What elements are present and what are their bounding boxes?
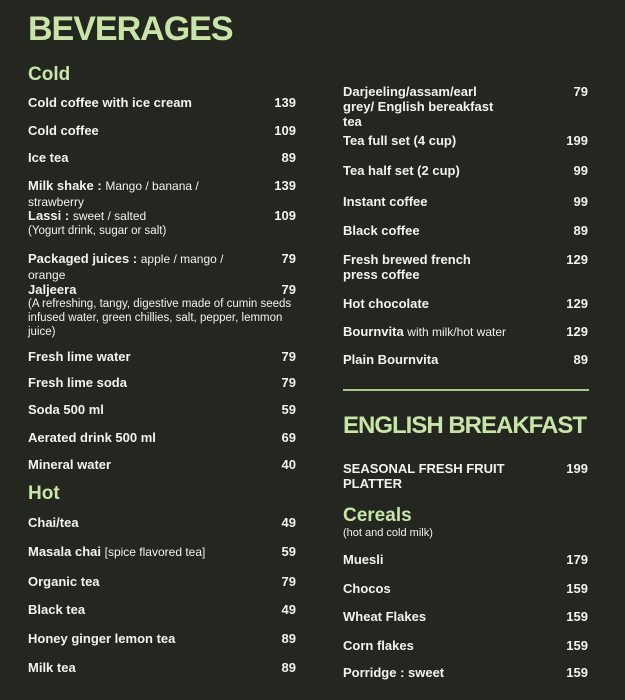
item-name: Corn flakes bbox=[343, 638, 414, 653]
menu-item bbox=[28, 95, 296, 110]
menu-item bbox=[28, 349, 296, 364]
item-name: Mineral water bbox=[28, 457, 112, 472]
item-options: sweet / salted bbox=[72, 209, 147, 223]
item-price: 159 bbox=[566, 581, 588, 596]
item-price: 179 bbox=[566, 552, 588, 567]
item-price: 129 bbox=[566, 324, 588, 339]
menu-item bbox=[343, 324, 588, 340]
menu-item bbox=[28, 430, 296, 445]
item-name: Soda 500 ml bbox=[28, 402, 104, 417]
section-divider bbox=[343, 389, 589, 391]
item-name: Chai/tea bbox=[28, 515, 79, 530]
menu-item bbox=[28, 375, 296, 390]
menu-item bbox=[28, 150, 296, 165]
menu-item bbox=[343, 352, 588, 367]
item-name: Black tea bbox=[28, 602, 86, 617]
item-name: Fresh brewed french press coffee bbox=[343, 252, 471, 282]
item-name: Plain Bournvita bbox=[343, 352, 439, 367]
item-name: Milk tea bbox=[28, 660, 76, 675]
item-description: (Yogurt drink, sugar or salt) bbox=[28, 225, 167, 237]
menu-item bbox=[343, 84, 588, 129]
item-name: Aerated drink 500 ml bbox=[28, 430, 156, 445]
item-price: 79 bbox=[573, 84, 588, 99]
item-price: 49 bbox=[281, 515, 296, 530]
item-name: Instant coffee bbox=[343, 194, 428, 209]
item-name: Tea half set (2 cup) bbox=[343, 163, 460, 178]
item-name: Bournvita bbox=[343, 324, 404, 339]
item-price: 99 bbox=[573, 194, 588, 209]
item-price: 139 bbox=[274, 178, 296, 193]
menu-item bbox=[28, 574, 296, 589]
menu-item bbox=[343, 163, 588, 178]
item-name: SEASONAL FRESH FRUIT PLATTER bbox=[343, 461, 505, 491]
item-name: Darjeeling/assam/earl grey/ English bereakfast tea bbox=[343, 84, 494, 129]
item-price: 159 bbox=[566, 665, 588, 680]
menu-item bbox=[28, 457, 296, 472]
item-options: Mango / banana / strawberry bbox=[28, 179, 199, 209]
item-name: Masala chai bbox=[28, 544, 101, 559]
menu-item bbox=[343, 552, 588, 567]
item-price: 79 bbox=[281, 574, 296, 589]
item-price: 79 bbox=[281, 251, 296, 266]
menu-item bbox=[343, 133, 588, 148]
item-name: Lassi : bbox=[28, 208, 70, 223]
item-price: 99 bbox=[573, 163, 588, 178]
menu-item bbox=[28, 602, 296, 617]
menu-item bbox=[343, 609, 588, 624]
item-name: Packaged juices : bbox=[28, 251, 138, 266]
menu-item bbox=[28, 251, 296, 283]
menu-item bbox=[343, 296, 588, 311]
beverages-title: BEVERAGES bbox=[28, 10, 233, 48]
item-price: 129 bbox=[566, 252, 588, 267]
item-options: with milk/hot water bbox=[407, 325, 506, 339]
menu-item bbox=[28, 178, 296, 210]
item-price: 89 bbox=[573, 352, 588, 367]
menu-item bbox=[343, 461, 588, 491]
menu-item bbox=[343, 223, 588, 238]
item-price: 89 bbox=[281, 660, 296, 675]
item-name: Chocos bbox=[343, 581, 391, 596]
item-name: Hot chocolate bbox=[343, 296, 429, 311]
menu-item bbox=[28, 660, 296, 675]
item-price: 199 bbox=[566, 133, 588, 148]
item-name: Tea full set (4 cup) bbox=[343, 133, 457, 148]
menu-item bbox=[28, 631, 296, 646]
item-price: 109 bbox=[274, 123, 296, 138]
item-price: 199 bbox=[566, 461, 588, 476]
hot-heading: Hot bbox=[28, 483, 60, 504]
item-price: 40 bbox=[281, 457, 296, 472]
item-options: apple / mango / orange bbox=[28, 252, 224, 282]
item-name: Muesli bbox=[343, 552, 384, 567]
item-price: 89 bbox=[281, 631, 296, 646]
item-name: Wheat Flakes bbox=[343, 609, 427, 624]
menu-item bbox=[28, 208, 296, 238]
menu-item bbox=[28, 402, 296, 417]
item-description: (A refreshing, tangy, digestive made of cumin seeds infused water, green chillies, salt, pepper, lemmon juice) bbox=[28, 298, 292, 338]
item-name: Organic tea bbox=[28, 574, 100, 589]
item-price: 89 bbox=[573, 223, 588, 238]
item-price: 129 bbox=[566, 296, 588, 311]
item-price: 69 bbox=[281, 430, 296, 445]
menu-item bbox=[343, 665, 588, 680]
cereals-subheading: (hot and cold milk) bbox=[343, 527, 433, 539]
english-breakfast-title: ENGLISH BREAKFAST bbox=[343, 412, 587, 439]
menu-item bbox=[28, 282, 296, 339]
item-name: Cold coffee bbox=[28, 123, 99, 138]
item-name: Milk shake : bbox=[28, 178, 102, 193]
item-name: Porridge : sweet bbox=[343, 665, 445, 680]
menu-item bbox=[343, 581, 588, 596]
item-price: 79 bbox=[281, 375, 296, 390]
menu-item bbox=[343, 638, 588, 653]
item-price: 109 bbox=[274, 208, 296, 223]
item-name: Jaljeera bbox=[28, 282, 77, 297]
item-price: 49 bbox=[281, 602, 296, 617]
item-name: Fresh lime water bbox=[28, 349, 131, 364]
item-price: 79 bbox=[281, 349, 296, 364]
menu-item bbox=[28, 123, 296, 138]
item-price: 59 bbox=[281, 544, 296, 559]
item-price: 79 bbox=[281, 282, 296, 297]
menu-item bbox=[343, 252, 588, 282]
item-name: Cold coffee with ice cream bbox=[28, 95, 192, 110]
item-name: Fresh lime soda bbox=[28, 375, 127, 390]
item-price: 139 bbox=[274, 95, 296, 110]
item-options: [spice flavored tea] bbox=[104, 545, 206, 559]
menu-item bbox=[343, 194, 588, 209]
cereals-heading: Cereals bbox=[343, 505, 412, 526]
item-name: Honey ginger lemon tea bbox=[28, 631, 176, 646]
item-price: 159 bbox=[566, 609, 588, 624]
item-name: Ice tea bbox=[28, 150, 69, 165]
item-name: Black coffee bbox=[343, 223, 420, 238]
menu-item bbox=[28, 515, 296, 530]
menu-item bbox=[28, 544, 296, 560]
item-price: 59 bbox=[281, 402, 296, 417]
item-price: 159 bbox=[566, 638, 588, 653]
item-price: 89 bbox=[281, 150, 296, 165]
cold-heading: Cold bbox=[28, 64, 71, 85]
